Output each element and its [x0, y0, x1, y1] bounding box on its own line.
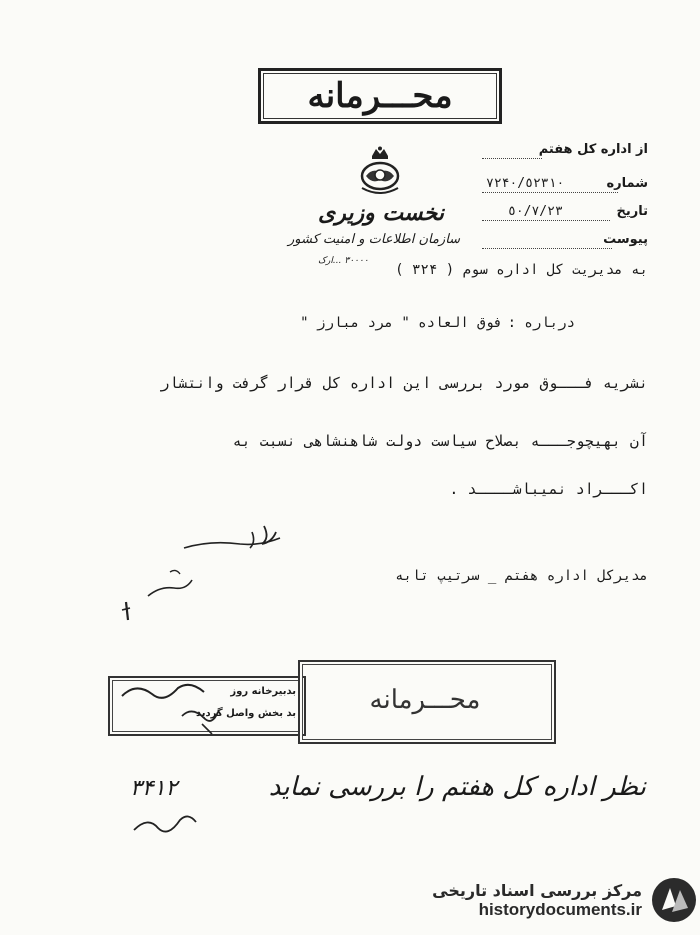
attachment-dots — [482, 248, 612, 249]
archive-logo-icon — [650, 876, 698, 924]
receipt-stamp-line-1: بدبیرخانه روز — [230, 686, 296, 697]
from-field: از اداره کل هفتم — [538, 142, 648, 157]
org-title: نخست وزیری — [318, 200, 444, 226]
date-label: تاریخ — [616, 204, 648, 219]
org-subtitle: سازمان اطلاعات و امنیت کشور — [288, 232, 461, 247]
handwritten-note: نظر اداره کل هفتم را بررسی نماید — [268, 772, 646, 802]
watermark-url: historydocuments.ir — [478, 899, 642, 919]
number-label: شماره — [606, 176, 648, 191]
bottom-classification-text: محـــرمانه — [369, 685, 481, 715]
receipt-ink-scrawl-icon — [112, 676, 222, 736]
recipient-line: به مدیریت کل اداره سوم ( ۳۲۴ ) — [395, 262, 648, 278]
margin-mark-icon — [116, 598, 136, 628]
crown-emblem-icon — [352, 146, 408, 200]
body-line-1: نشریه فـــوق مورد بررسی این اداره کل قرار گرفت وانتشار — [160, 374, 648, 392]
subject-value: فوق العاده " مرد مبارز " — [300, 315, 503, 331]
from-dots — [482, 158, 542, 159]
classification-stamp — [258, 68, 502, 124]
number-value: ۷۲۴٠/٥٢٣١٠ — [486, 176, 565, 191]
date-value: ٥٠/٧/٢٣ — [508, 204, 563, 219]
handwritten-reference: ۳۴۱۲ — [130, 776, 178, 801]
watermark-logo — [410, 870, 698, 930]
date-dots — [482, 220, 610, 221]
subject-label: درباره : — [507, 315, 575, 331]
classification-text: محـــرمانه — [307, 76, 453, 116]
signatory-flourish-icon — [140, 562, 200, 602]
handwritten-scrawl-icon — [130, 808, 200, 838]
receipt-stamp-line-2: بد بخش واصل گردید — [195, 708, 296, 719]
body-line-2: آن بهیچوجـــه بصلاح سیاست دولت شاهنشاهی نسبت به — [232, 432, 648, 450]
body-line-3: اکـــراد نمیباشــــد . — [449, 480, 648, 498]
attachment-label: پیوست — [603, 232, 648, 247]
subject-line — [300, 312, 575, 331]
org-subtitle-secondary: ۳۰۰۰۰ ...ارک — [318, 256, 369, 266]
signature-scribble-icon — [180, 518, 290, 558]
watermark-title: مرکز بررسی اسناد تاریخی — [432, 880, 642, 900]
number-dots — [482, 192, 618, 193]
watermark-text — [432, 881, 642, 920]
signatory-line: مدیرکل اداره هفتم _ سرتیپ تابه — [395, 568, 648, 584]
